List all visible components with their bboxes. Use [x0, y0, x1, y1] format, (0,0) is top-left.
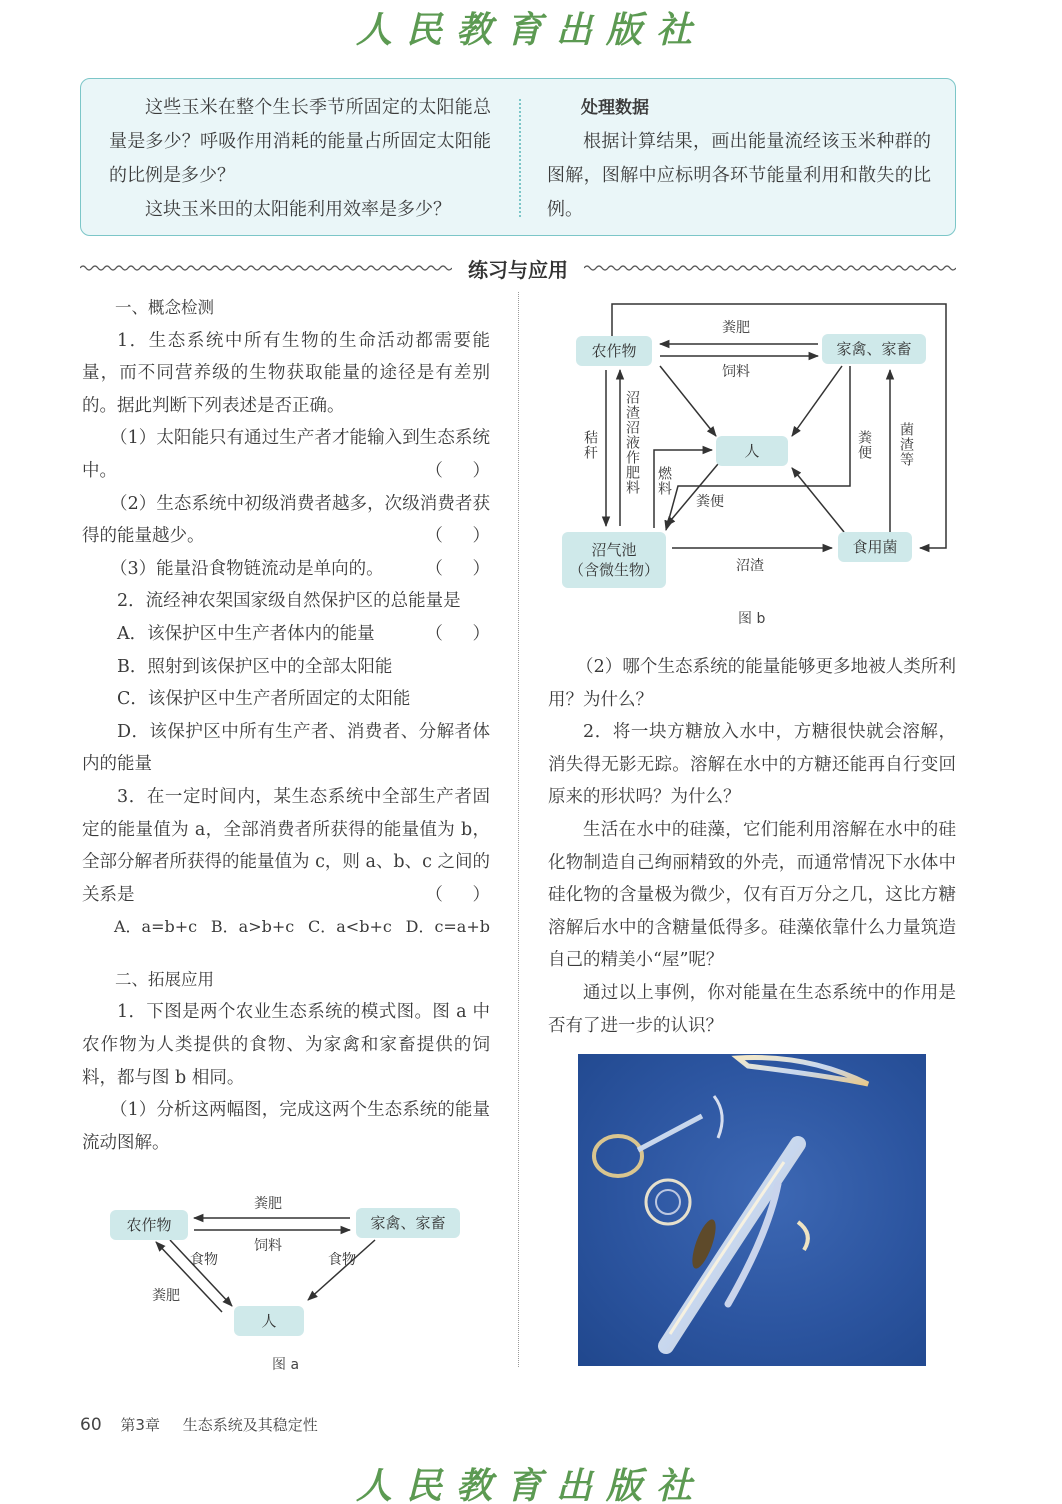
extension-question-2: 2．将一块方糖放入水中，方糖很快就会溶解，消失得无影无踪。溶解在水中的方糖还能再自行变回原来的形状吗？为什么？ — [548, 722, 956, 808]
question-3-option-b: B．a>b+c — [210, 917, 295, 937]
question-3-options — [82, 911, 490, 944]
infobox-question-1: 这些玉米在整个生长季节所固定的太阳能总量是多少？呼吸作用消耗的能量占所固定太阳能的比例是多少？ — [109, 97, 491, 186]
figure-b-label-residue: 沼渣 — [736, 558, 764, 574]
figure-a-node-livestock: 家禽、家畜 — [356, 1208, 460, 1238]
figure-b-biogas-subtitle: （含微生物） — [568, 561, 659, 579]
figure-b-label-fungus-residue: 菌渣等 — [898, 422, 914, 467]
question-1-2: （2）生态系统中初级消费者越多，次级消费者获得的能量越少。 （ ） — [82, 488, 490, 553]
figure-b-diagram — [556, 300, 956, 630]
question-3-option-a: A．a=b+c — [114, 917, 198, 937]
extension-question-1-1: （1）分析这两幅图，完成这两个生态系统的能量流动图解。 — [82, 1100, 490, 1153]
extension-question-1-2: （2）哪个生态系统的能量能够更多地被人类所利用？为什么？ — [548, 657, 956, 710]
heading-concept-check: 一、概念检测 — [115, 298, 214, 317]
figure-a-label-food-right: 食物 — [328, 1252, 356, 1268]
infobox-left-column — [109, 91, 491, 227]
question-2-option-b: B．照射到该保护区中的全部太阳能 — [117, 656, 393, 677]
page-footer — [80, 1414, 318, 1435]
question-2-option-a: A．该保护区中生产者体内的能量 — [117, 623, 375, 644]
figure-a-label-manure-top: 粪肥 — [254, 1196, 282, 1212]
diatom-illustration — [578, 1054, 926, 1366]
question-3: 3．在一定时间内，某生态系统中全部生产者固定的能量值为 a，全部消费者所获得的能量值为 b，全部分解者所获得的能量值为 c，则 a、b、c 之间的关系是 （ ） — [82, 781, 490, 911]
infobox-instruction: 根据计算结果，画出能量流经该玉米种群的图解，图解中应标明各环节能量利用和散失的比例。 — [547, 131, 931, 220]
figure-b-label-manure: 粪肥 — [722, 320, 750, 336]
figure-b-label-feces-right: 粪便 — [856, 430, 872, 460]
chapter-title: 生态系统及其稳定性 — [182, 1416, 318, 1434]
question-1: 1．生态系统中所有生物的生命活动都需要能量，而不同营养级的生物获取能量的途径是有差别的。据此判断下列表述是否正确。 — [82, 330, 490, 416]
figure-b-label-straw: 秸秆 — [582, 430, 598, 460]
figure-a-label-manure-left: 粪肥 — [152, 1288, 180, 1304]
diatom-photo — [578, 1054, 926, 1366]
figure-b-label-fuel: 燃料 — [656, 466, 672, 496]
figure-a-node-crops: 农作物 — [110, 1210, 188, 1240]
section-title-bar — [80, 254, 956, 284]
figure-b-label-slurry: 沼渣沼液作肥料 — [624, 390, 640, 495]
publisher-logo-top: 人民教育出版社 — [355, 9, 706, 51]
answer-paren: （ ） — [425, 884, 502, 905]
infobox-divider — [519, 99, 521, 217]
heading-extended-application: 二、拓展应用 — [115, 969, 214, 989]
figure-b-label-feed: 饲料 — [722, 364, 750, 380]
answer-paren: （ ） — [425, 558, 502, 579]
diatom-paragraph: 生活在水中的硅藻，它们能利用溶解在水中的硅化物制造自己绚丽精致的外壳，而通常情况下水体中硅化物的含量极为微少，仅有百万分之几，这比方糖溶解后水中的含糖量低得多。硅藻依靠什么力量筑造自己的精美小“屋”呢？ — [548, 819, 956, 971]
page-number: 60 — [80, 1415, 102, 1435]
exercise-right-column — [548, 651, 956, 1042]
answer-paren: （ ） — [425, 526, 502, 547]
extension-question-1: 1．下图是两个农业生态系统的模式图。图 a 中农作物为人类提供的食物、为家禽和家畜提供的饲料，都与图 b 相同。 — [82, 1002, 490, 1088]
wavy-divider-right — [584, 262, 956, 274]
section-title: 练习与应用 — [468, 258, 568, 282]
figure-b-node-livestock: 家禽、家畜 — [822, 334, 926, 364]
figure-b-node-human: 人 — [716, 436, 788, 466]
question-1-1: （1）太阳能只有通过生产者才能输入到生态系统中。 （ ） — [82, 422, 490, 487]
figure-a-node-human: 人 — [234, 1306, 304, 1336]
infobox-heading: 处理数据 — [581, 98, 649, 118]
figure-b-label-feces-left: 粪便 — [696, 494, 724, 510]
data-processing-box — [80, 78, 956, 236]
reflection-paragraph: 通过以上事例，你对能量在生态系统中的作用是否有了进一步的认识？ — [548, 982, 956, 1036]
figure-b-caption: 图 b — [738, 611, 766, 627]
figure-b-node-mushroom: 食用菌 — [838, 532, 912, 562]
question-2-option-c: C．该保护区中生产者所固定的太阳能 — [117, 689, 411, 710]
exercise-left-column — [82, 292, 502, 1159]
figure-a-label-feed: 饲料 — [254, 1238, 282, 1254]
question-3-option-c: C．a<b+c — [308, 917, 392, 937]
question-2: 2．流经神农架国家级自然保护区的总能量是 （ ） — [82, 585, 490, 618]
figure-b-node-biogas — [562, 532, 666, 588]
column-divider — [518, 292, 519, 1367]
figure-a-caption: 图 a — [272, 1357, 300, 1373]
question-3-option-d: D．c=a+b — [405, 917, 490, 937]
infobox-question-2: 这块玉米田的太阳能利用效率是多少？ — [145, 199, 451, 220]
publisher-logo-bottom: 人民教育出版社 — [355, 1465, 706, 1504]
infobox-right-column — [547, 91, 931, 227]
wavy-divider-left — [80, 262, 452, 274]
chapter-number: 第3章 — [120, 1416, 160, 1434]
question-1-3: （3）能量沿食物链流动是单向的。 （ ） — [82, 553, 490, 586]
question-2-option-d: D．该保护区中所有生产者、消费者、分解者体内的能量 — [82, 721, 490, 775]
answer-paren: （ ） — [425, 460, 502, 481]
figure-a-diagram — [100, 1190, 470, 1373]
answer-paren: （ ） — [425, 623, 502, 644]
figure-a-label-food-left: 食物 — [190, 1252, 218, 1268]
figure-b-node-crops: 农作物 — [576, 336, 652, 366]
figure-b-biogas-title: 沼气池 — [591, 541, 637, 559]
